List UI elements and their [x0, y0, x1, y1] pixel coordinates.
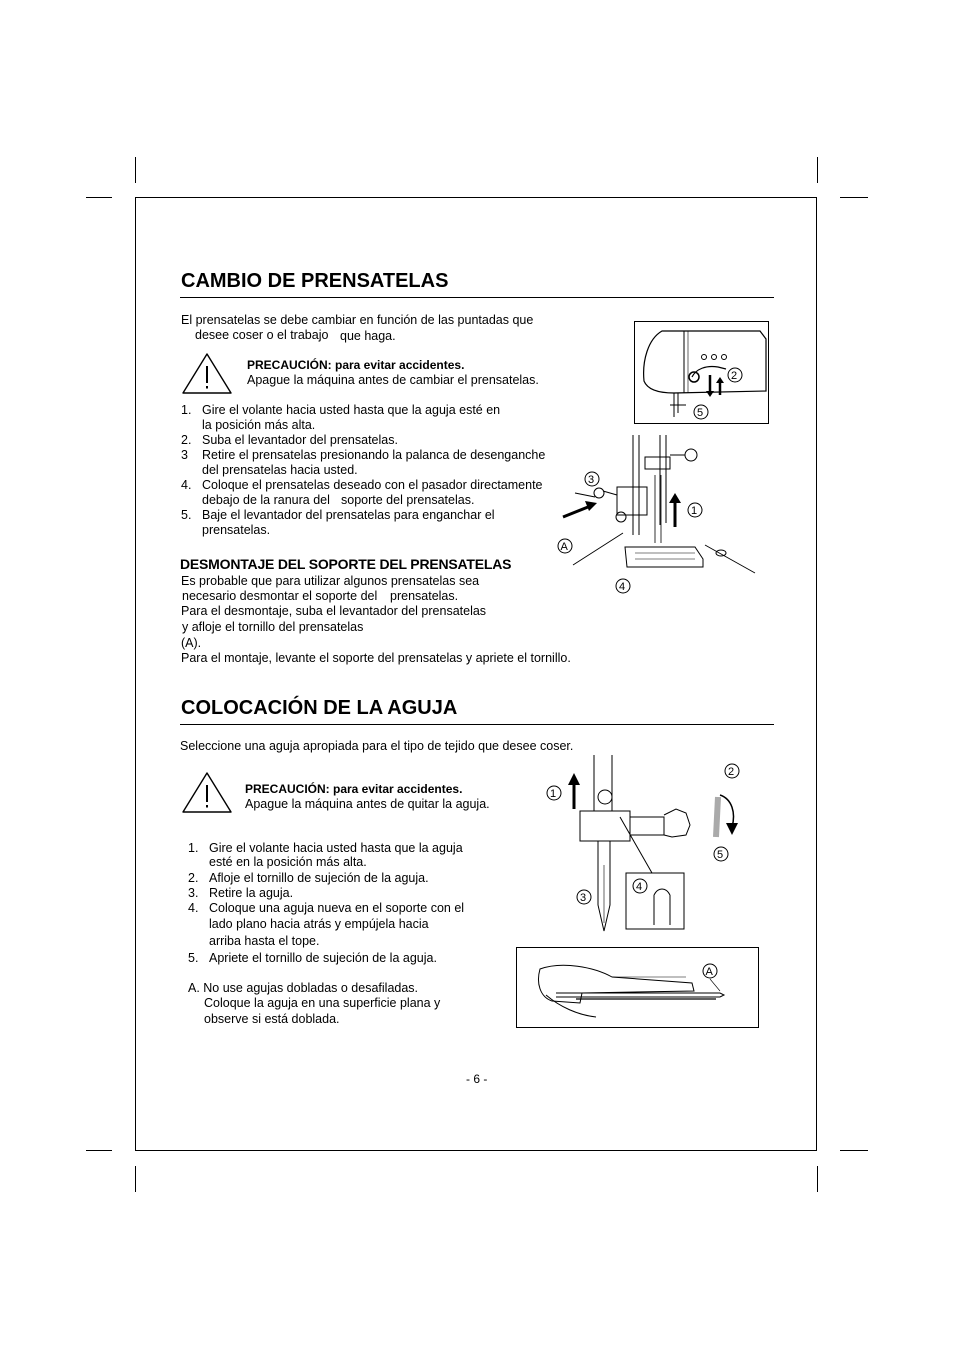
step-text: esté en la posición más alta.	[209, 855, 367, 869]
step-text: arriba hasta el tope.	[209, 934, 320, 948]
step-text: del prensatelas hacia usted.	[202, 463, 358, 477]
crop-mark	[135, 157, 136, 183]
needle-clamp-figure	[540, 755, 755, 945]
intro-text: desee coser o el trabajo	[195, 328, 329, 342]
subheading-holder-removal: DESMONTAJE DEL SOPORTE DEL PRENSATELAS	[180, 556, 512, 572]
sub-text: y afloje el tornillo del prensatelas	[182, 620, 364, 634]
label-2: 2	[728, 766, 735, 778]
step-number: 1.	[188, 841, 199, 855]
label-3: 3	[580, 892, 587, 904]
note-text: Coloque la aguja en una superficie plana y	[204, 996, 441, 1010]
machine-head-figure	[634, 321, 770, 425]
section-title-presser-foot: CAMBIO DE PRENSATELAS	[181, 270, 449, 292]
step-text: Gire el volante hacia usted hasta que la aguja	[209, 841, 463, 855]
step-text: Retire el prensatelas presionando la palanca de desenganche	[202, 448, 546, 462]
step-number: 5.	[188, 951, 199, 965]
crop-mark	[817, 157, 818, 183]
note-text: observe si está doblada.	[204, 1012, 340, 1026]
step-text: la posición más alta.	[202, 418, 316, 432]
sub-text: prensatelas.	[390, 589, 459, 603]
label-4: 4	[619, 581, 626, 593]
crop-mark	[135, 1166, 136, 1192]
step-text: Gire el volante hacia usted hasta que la aguja esté en	[202, 403, 501, 417]
crop-mark	[817, 1166, 818, 1192]
step-number: 1.	[181, 403, 192, 417]
step-text: Apriete el tornillo de sujeción de la aguja.	[209, 951, 437, 965]
step-text: Baje el levantador del prensatelas para enganchar el	[202, 508, 495, 522]
intro-text: que haga.	[340, 329, 396, 343]
presser-foot-figure	[555, 435, 760, 600]
sub-text: necesario desmontar el soporte del	[182, 589, 378, 603]
step-text: soporte del prensatelas.	[341, 493, 475, 507]
label-3: 3	[588, 474, 595, 486]
step-number: 4.	[188, 901, 199, 915]
step-number: 5.	[181, 508, 192, 522]
label-a: A	[705, 966, 713, 978]
sub-text: (A).	[181, 636, 202, 650]
step-number: 2.	[188, 871, 199, 885]
step-text: Retire la aguja.	[209, 886, 294, 900]
warning-triangle-icon	[181, 771, 233, 815]
intro-text: Seleccione una aguja apropiada para el tipo de tejido que desee coser.	[180, 739, 574, 753]
label-1: 1	[691, 505, 698, 517]
title-rule	[180, 297, 774, 298]
warning-triangle-icon	[181, 352, 233, 396]
sub-text: Para el desmontaje, suba el levantador del prensatelas	[181, 604, 487, 618]
crop-mark	[86, 197, 112, 198]
needle-check-figure	[516, 947, 760, 1029]
label-2: 2	[731, 370, 738, 382]
title-rule	[180, 724, 774, 725]
step-number: 3.	[188, 886, 199, 900]
note-text: A. No use agujas dobladas o desafiladas.	[188, 981, 419, 995]
crop-mark	[840, 1150, 868, 1151]
label-4: 4	[636, 881, 643, 893]
label-1: 1	[550, 788, 557, 800]
step-number: 4.	[181, 478, 192, 492]
caution-text: Apague la máquina antes de quitar la aguja.	[245, 797, 490, 811]
step-text: prensatelas.	[202, 523, 271, 537]
crop-mark	[840, 197, 868, 198]
label-5: 5	[697, 407, 704, 419]
crop-mark	[86, 1150, 112, 1151]
step-number: 3	[181, 448, 188, 462]
step-text: Coloque una aguja nueva en el soporte con el	[209, 901, 465, 915]
step-number: 2.	[181, 433, 192, 447]
step-text: Suba el levantador del prensatelas.	[202, 433, 398, 447]
step-text: Afloje el tornillo de sujeción de la aguja.	[209, 871, 429, 885]
step-text: debajo de la ranura del	[202, 493, 330, 507]
caution-title: PRECAUCIÓN: para evitar accidentes.	[245, 782, 463, 796]
step-text: Coloque el prensatelas deseado con el pasador directamente	[202, 478, 543, 492]
label-5: 5	[717, 849, 724, 861]
caution-title: PRECAUCIÓN: para evitar accidentes.	[247, 358, 465, 372]
section-title-needle: COLOCACIÓN DE LA AGUJA	[181, 697, 458, 719]
sub-text: Es probable que para utilizar algunos prensatelas sea	[181, 574, 480, 588]
sub-text: Para el montaje, levante el soporte del prensatelas y apriete el tornillo.	[181, 651, 571, 665]
page-number: - 6 -	[466, 1072, 488, 1086]
caution-text: Apague la máquina antes de cambiar el prensatelas.	[247, 373, 539, 387]
intro-text: El prensatelas se debe cambiar en función de las puntadas que	[181, 313, 534, 327]
step-text: lado plano hacia atrás y empújela hacia	[209, 917, 429, 931]
label-a: A	[560, 541, 568, 553]
